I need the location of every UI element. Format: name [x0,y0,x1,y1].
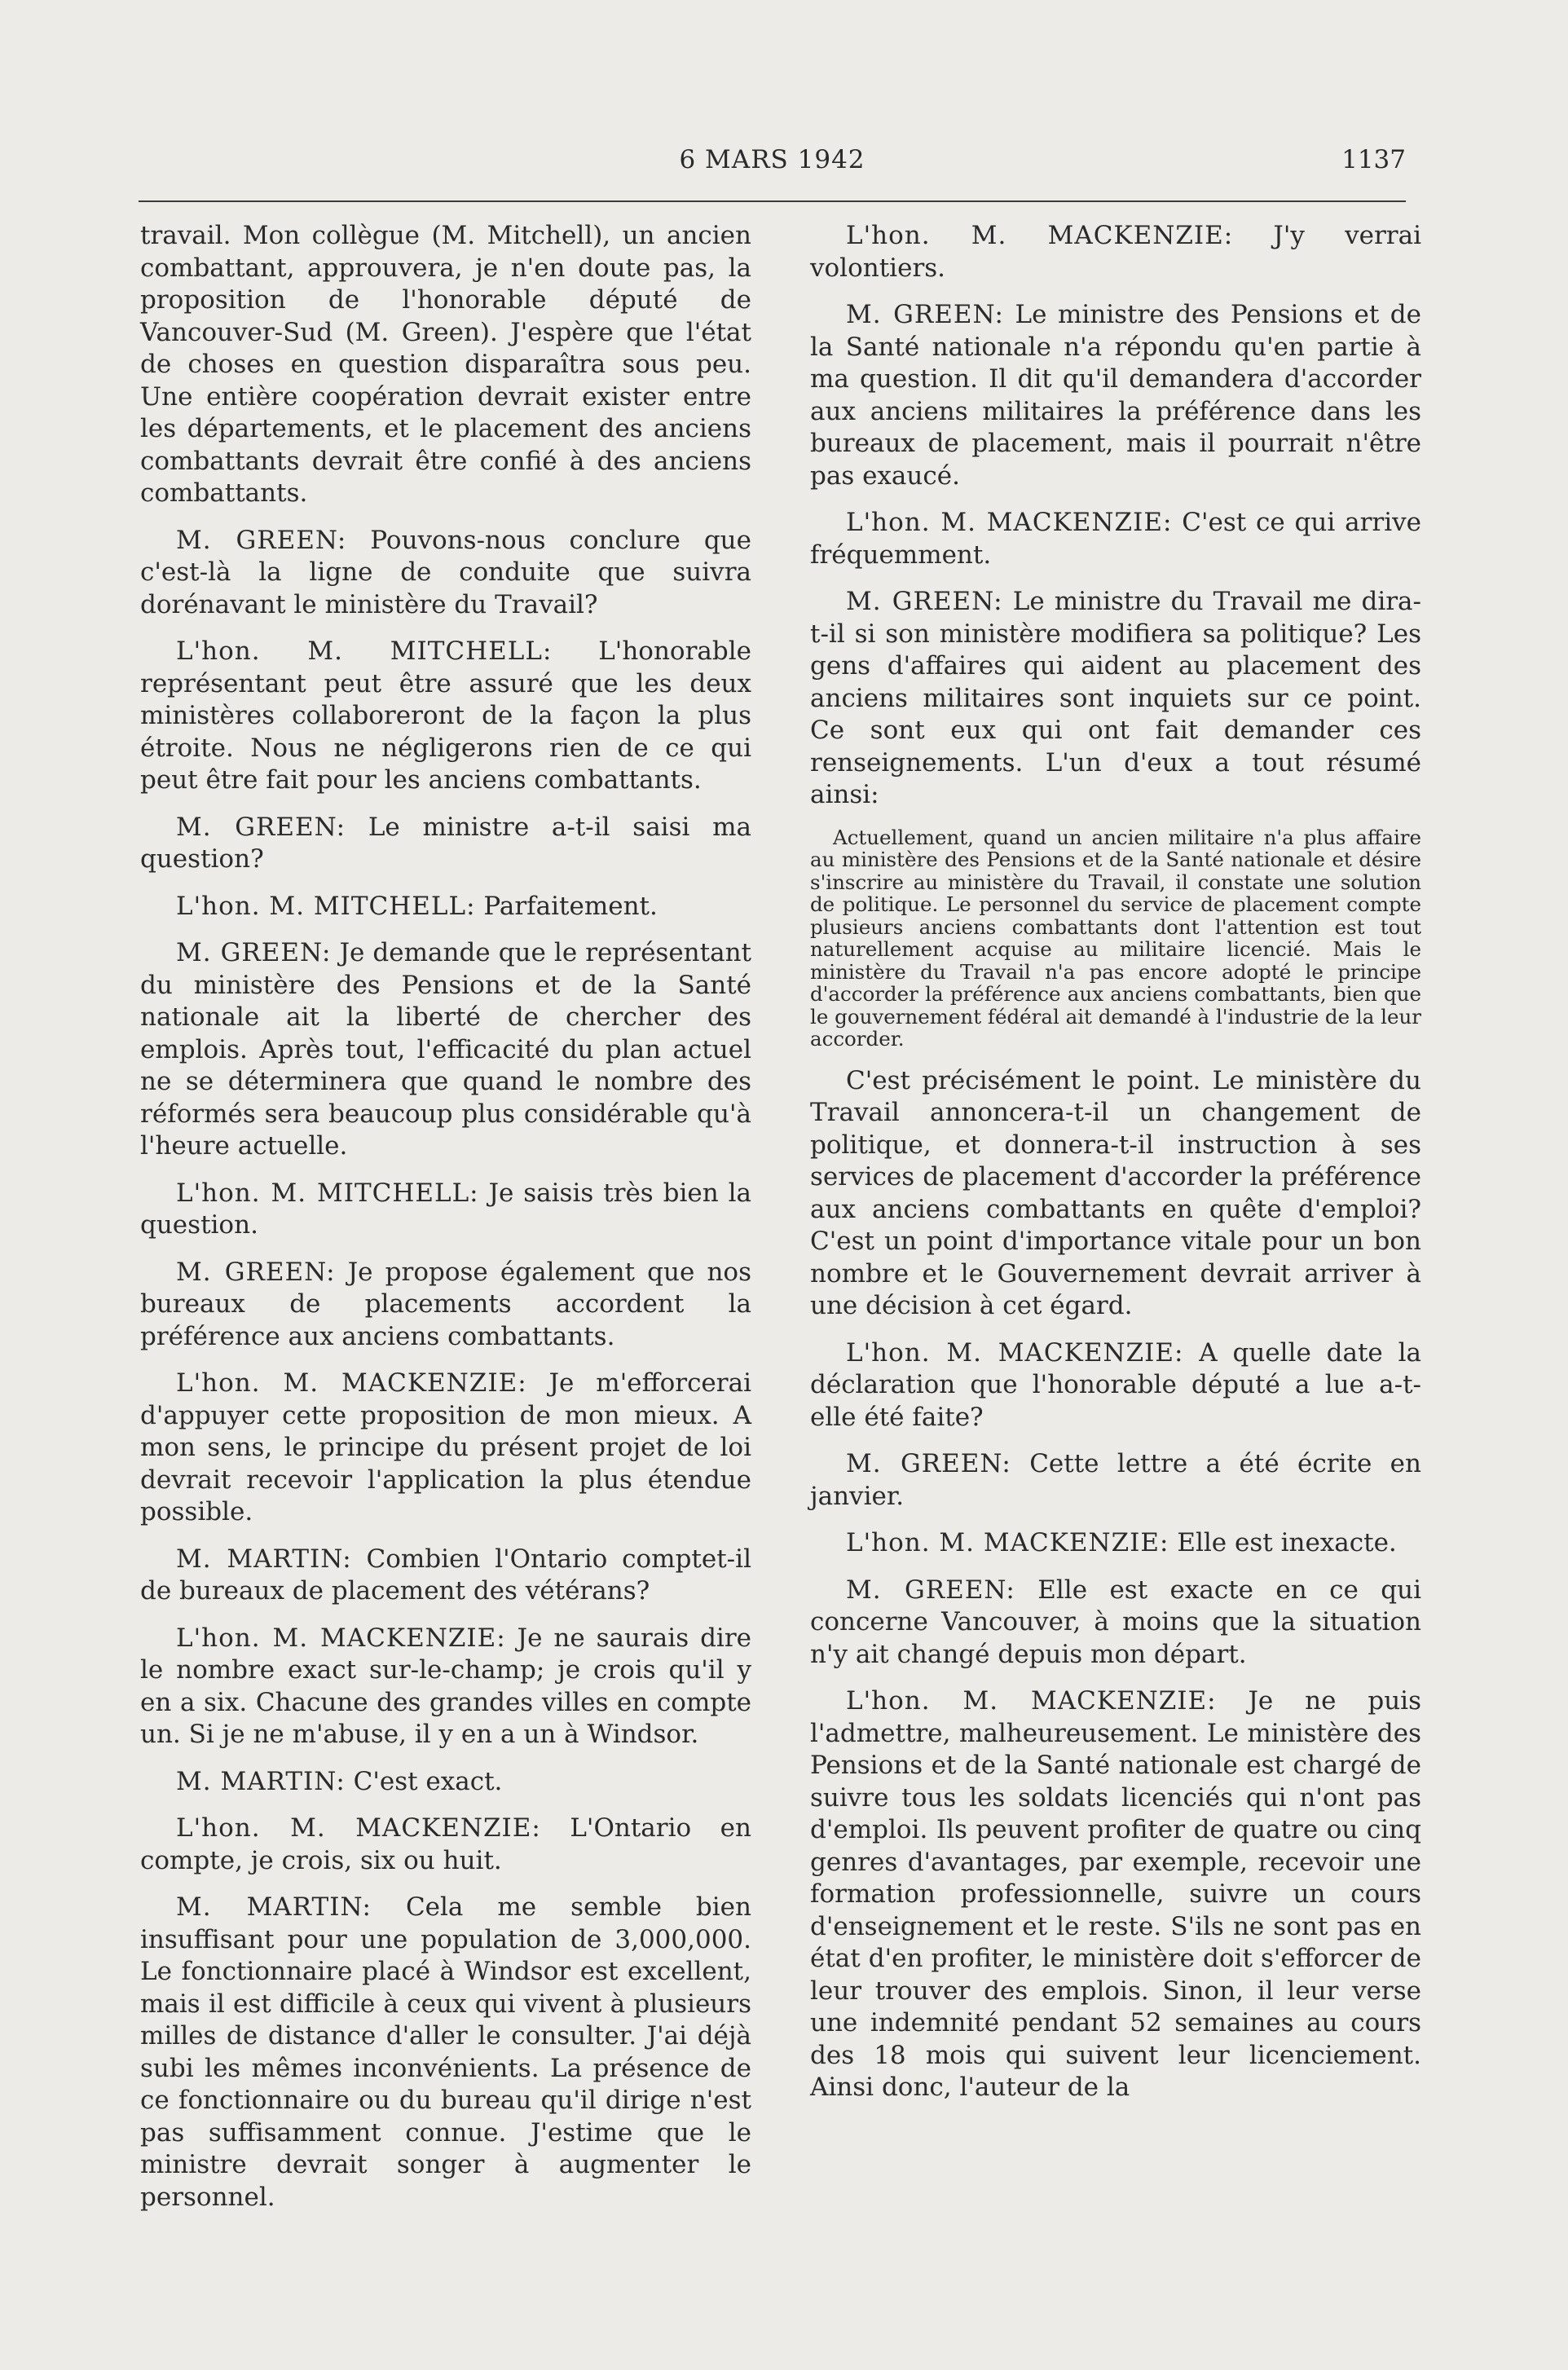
speaker-name: L'hon. M. MACKENZIE: [846,1686,1217,1716]
speech-text: Elle est exacte en ce qui concerne Vancouver, à moins que la situation n'y ait changé depuis mon départ. [810,1575,1421,1669]
speech-text: Pouvons-nous conclure que c'est-là la ligne de conduite que suivra dorénavant le ministère du Travail? [140,525,751,619]
speech-text: C'est exact. [353,1766,503,1796]
speech-text: Je ne puis l'admettre, malheureusement. Le ministère des Pensions et de la Santé nationale est chargé de suivre tous les soldats licenciés qui n'ont pas d'emploi. Ils peuvent profiter de quatre ou cinq genres d'avantages, par exemple, recevoir une formation professionnelle, suivre un cours d'enseignement et le reste. S'ils ne sont pas en état d'en profiter, le ministère doit s'efforcer de leur trouver des emplois. Sinon, il leur verse une indemnité pendant 52 semaines au cours des 18 mois qui suivent leur licenciement. Ainsi donc, l'auteur de la [810,1686,1421,2102]
page-header [139,145,1406,187]
speech-paragraph [810,1448,1421,1513]
speaker-name: L'hon. M. MACKENZIE: [846,1337,1184,1368]
speech-text: Cela me semble bien insuffisant pour une population de 3,000,000. Le fonctionnaire placé à Windsor est excellent, mais il est difficile à ceux qui vivent à plusieurs milles de distance d'aller le consulter. J'ai déjà subi les mêmes inconvénients. La présence de ce fonctionnaire ou du bureau qu'il dirige n'est pas suffisamment connue. J'estime que le ministre devrait songer à augmenter le personnel. [140,1892,751,2212]
speaker-name: M. GREEN: [846,587,1003,616]
quoted-letter: Actuellement, quand un ancien militaire n'a plus affaire au ministère des Pensions et de la Santé nationale et désire s'inscrire au ministère du Travail, il constate une solution de politique. Le personnel du service de placement compte plusieurs anciens combattants dont l'attention est tout naturellement acquise au militaire licencié. Mais le ministère du Travail n'a pas encore adopté le principe d'accorder la préférence aux anciens combattants, bien que le gouvernement fédéral ait demandé à l'industrie de la leur accorder. [810,825,1421,1051]
paragraph-continuation: travail. Mon collègue (M. Mitchell), un ancien combattant, approuvera, je n'en doute pas, la proposition de l'honorable député de Vancouver-Sud (M. Green). J'espère que l'état de choses en question disparaîtra sous peu. Une entière coopération devrait exister entre les départements, et le placement des anciens combattants devrait être confié à des anciens combattants. [140,221,751,508]
speech-paragraph [140,1813,751,1877]
speech-paragraph [810,586,1421,812]
speech-paragraph [810,299,1421,492]
header-date: 6 MARS 1942 [679,145,865,174]
speech-text: Je propose également que nos bureaux de placements accordent la préférence aux anciens combattants. [140,1257,751,1351]
speech-text: C'est ce qui arrive fréquemment. [810,508,1421,570]
speech-paragraph [810,1685,1421,2104]
speech-text: Combien l'Ontario comptet-il de bureaux de placement des vétérans? [140,1544,751,1606]
speaker-name: L'hon. M. MACKENZIE: [176,1813,541,1843]
speech-text: L'Ontario en compte, je crois, six ou huit. [140,1813,751,1875]
speech-paragraph [140,937,751,1163]
speaker-name: M. GREEN: [176,525,347,555]
right-column [810,220,1421,2119]
speech-text: Je demande que le représentant du ministère des Pensions et de la Santé nationale ait la liberté de chercher des emplois. Après tout, l'efficacité du plan actuel ne se déterminera que quand le nombre des réformés sera beaucoup plus considérable qu'à l'heure actuelle. [140,938,752,1161]
speech-paragraph [810,1337,1421,1434]
speaker-name: L'hon. M. MITCHELL: [176,1178,479,1208]
speech-paragraph [810,1527,1421,1560]
speech-paragraph [140,1766,751,1799]
speaker-name: L'hon. M. MACKENZIE: [846,508,1173,537]
speaker-name: L'hon. M. MACKENZIE: [846,221,1234,250]
speech-text: Le ministre du Travail me dira-t-il si son ministère modifiera sa politique? Les gens d'affaires qui aident au placement des anciens militaires sont inquiets sur ce point. Ce sont eux qui ont fait demander ces renseignements. L'un d'eux a tout résumé ainsi: [810,587,1422,809]
speech-paragraph [140,891,751,923]
speech-text: Le ministre des Pensions et de la Santé nationale n'a répondu qu'en partie à ma question. Il dit qu'il demandera d'accorder aux anciens militaires la préférence dans les bureaux de placement, mais il pourrait n'être pas exaucé. [810,300,1421,491]
speech-text: Je saisis très bien la question. [140,1178,751,1240]
speech-paragraph [140,525,751,622]
speaker-name: M. GREEN: [176,938,332,967]
speech-text: Parfaitement. [483,891,658,921]
speech-paragraph [140,1368,751,1529]
speech-paragraph [810,507,1421,571]
speech-text: Cette lettre a été écrite en janvier. [810,1449,1421,1511]
speech-text: Je m'efforcerai d'appuyer cette proposition de mon mieux. A mon sens, le principe du présent projet de loi devrait recevoir l'application la plus étendue possible. [140,1368,751,1526]
speaker-name: M. MARTIN: [176,1544,352,1574]
speaker-name: L'hon. M. MITCHELL: [176,891,476,921]
speech-text: A quelle date la déclaration que l'honorable député a lue a-t-elle été faite? [810,1337,1421,1432]
left-column [140,220,751,2228]
page-number: 1137 [1341,145,1406,174]
speech-paragraph [140,1623,751,1751]
speech-text: Elle est inexacte. [1177,1528,1397,1557]
speaker-name: M. GREEN: [846,1449,1011,1478]
speaker-name: L'hon. M. MACKENZIE: [846,1528,1169,1557]
speaker-name: M. GREEN: [846,300,1004,329]
speech-text: Je ne saurais dire le nombre exact sur-le-champ; je crois qu'il y en a six. Chacune des grandes villes en compte un. Si je ne m'abuse, il y en a un à Windsor. [140,1623,751,1749]
speech-paragraph [140,1892,751,2214]
speech-text: J'y verrai volontiers. [810,221,1421,283]
speech-text: L'honorable représentant peut être assuré que les deux ministères collaboreront de la façon la plus étroite. Nous ne négligerons rien de ce qui peut être fait pour les anciens combattants. [140,637,751,795]
speech-paragraph [810,220,1421,284]
paragraph: C'est précisément le point. Le ministère du Travail annoncera-t-il un changement de politique, et donnera-t-il instruction à ses services de placement d'accorder la préférence aux anciens combattants en quête d'emploi? C'est un point d'importance vitale pour un bon nombre et le Gouvernement devrait arriver à une décision à cet égard. [810,1065,1421,1320]
speech-paragraph [140,1257,751,1354]
speech-paragraph [140,636,751,797]
speech-text: Le ministre a-t-il saisi ma question? [140,812,751,874]
speech-paragraph [140,812,751,876]
speech-paragraph [140,1544,751,1608]
speech-paragraph [810,1575,1421,1672]
speaker-name: M. GREEN: [846,1575,1015,1605]
speaker-name: L'hon. M. MACKENZIE: [176,1623,506,1653]
speaker-name: L'hon. M. MACKENZIE: [176,1368,527,1398]
speaker-name: M. MARTIN: [176,1766,346,1796]
speaker-name: L'hon. M. MITCHELL: [176,637,553,666]
speaker-name: M. MARTIN: [176,1892,372,1922]
speaker-name: M. GREEN: [176,1257,336,1287]
header-rule [139,200,1406,202]
speaker-name: M. GREEN: [176,812,346,842]
speech-paragraph [140,1178,751,1242]
